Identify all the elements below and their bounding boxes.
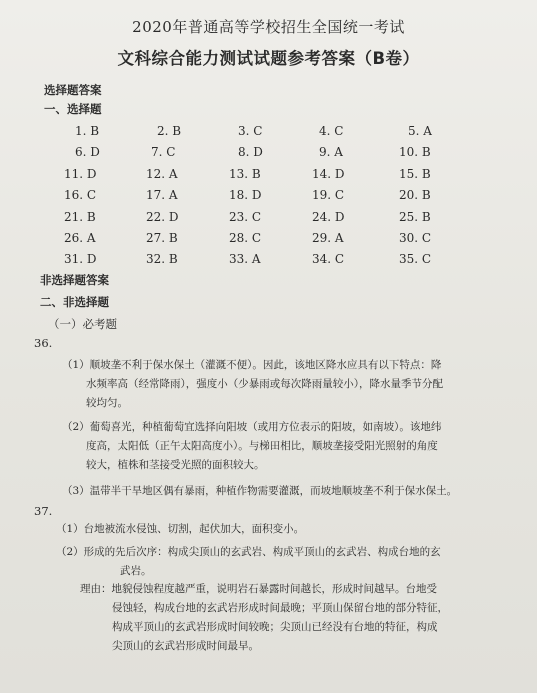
answer-cell: 5. A [408, 124, 432, 138]
answer-cell: 2. B [157, 124, 182, 138]
exam-title: 2020年普通高等学校招生全国统一考试 [132, 18, 405, 36]
answer-cell: 10. B [399, 145, 431, 159]
answer-cell: 9. A [319, 145, 343, 159]
answer-cell: 34. C [312, 252, 345, 266]
answer-cell: 20. B [399, 188, 431, 202]
answer-cell: 16. C [64, 188, 97, 202]
q36-answer-1: （1）顺坡垄不利于保水保土（灌溉不便）。因此，该地区降水应具有以下特点：降 水频率高（经常降雨），强度小（少暴雨或每次降雨量较小），降水量季节分配 较均匀。 [62, 359, 443, 409]
answer-cell: 23. C [229, 210, 262, 224]
answer-cell: 22. D [146, 210, 179, 224]
answer-cell: 21. B [64, 210, 96, 224]
answer-cell: 29. A [312, 231, 344, 245]
answer-cell: 32. B [146, 252, 178, 266]
answer-cell: 24. D [312, 210, 345, 224]
answer-cell: 19. C [312, 188, 345, 202]
question-number-36: 36. [34, 336, 53, 350]
answer-cell: 26. A [64, 231, 96, 245]
answer-cell: 7. C [151, 145, 176, 159]
q37-answer-2: （2）形成的先后次序：构成尖顶山的玄武岩、构成平顶山的玄武岩、构成台地的玄 武岩。 [56, 546, 441, 577]
answer-cell: 31. D [64, 252, 97, 266]
q36-answer-2: （2）葡萄喜光，种植葡萄宜选择向阳坡（或用方位表示的阳坡，如南坡）。该地纬 度高，太阳低（正午太阳高度小）。与梯田相比，顺坡垄接受阳光照射的角度 较大，植株和茎接受光照的面积较大。 [62, 421, 442, 471]
answer-cell: 17. A [146, 188, 178, 202]
answer-cell: 3. C [238, 124, 263, 138]
answer-cell: 6. D [75, 145, 100, 159]
nonchoice-answers-heading: 非选择题答案 [40, 273, 109, 287]
answer-cell: 14. D [312, 167, 345, 181]
q36-answer-3: （3）温带半干旱地区偶有暴雨，种植作物需要灌溉，而坡地顺坡垄不利于保水保土。 [62, 485, 458, 497]
answer-cell: 13. B [229, 167, 261, 181]
question-number-37: 37. [34, 504, 53, 518]
answer-cell: 35. C [399, 252, 432, 266]
choice-section-heading: 一、选择题 [44, 102, 102, 116]
nonchoice-section-heading: 二、非选择题 [40, 295, 109, 309]
answer-cell: 18. D [229, 188, 262, 202]
answer-key-title: 文科综合能力测试试题参考答案（B卷） [117, 49, 420, 68]
answer-cell: 12. A [146, 167, 178, 181]
answer-cell: 30. C [399, 231, 432, 245]
answer-cell: 27. B [146, 231, 178, 245]
answer-cell: 11. D [64, 167, 97, 181]
choice-answers-heading: 选择题答案 [44, 83, 102, 97]
answer-cell: 28. C [229, 231, 262, 245]
answer-cell: 4. C [319, 124, 344, 138]
q37-reason: 理由：地貌侵蚀程度越严重，说明岩石暴露时间越长，形成时间越早。台地受 侵蚀轻，构成台地的玄武岩形成时间最晚；平顶山保留台地的部分特征， 构成平顶山的玄武岩形成时间较晚；尖顶山已经没有台地的特征，构成 尖顶山的玄武岩形成时间最早。 [80, 583, 448, 652]
required-heading: （一）必考题 [48, 317, 117, 331]
answer-cell: 25. B [399, 210, 431, 224]
q37-answer-1: （1）台地被流水侵蚀、切割，起伏加大，面积变小。 [56, 523, 305, 535]
answer-cell: 33. A [229, 252, 261, 266]
answer-cell: 1. B [75, 124, 100, 138]
answer-cell: 15. B [399, 167, 431, 181]
answer-cell: 8. D [238, 145, 263, 159]
